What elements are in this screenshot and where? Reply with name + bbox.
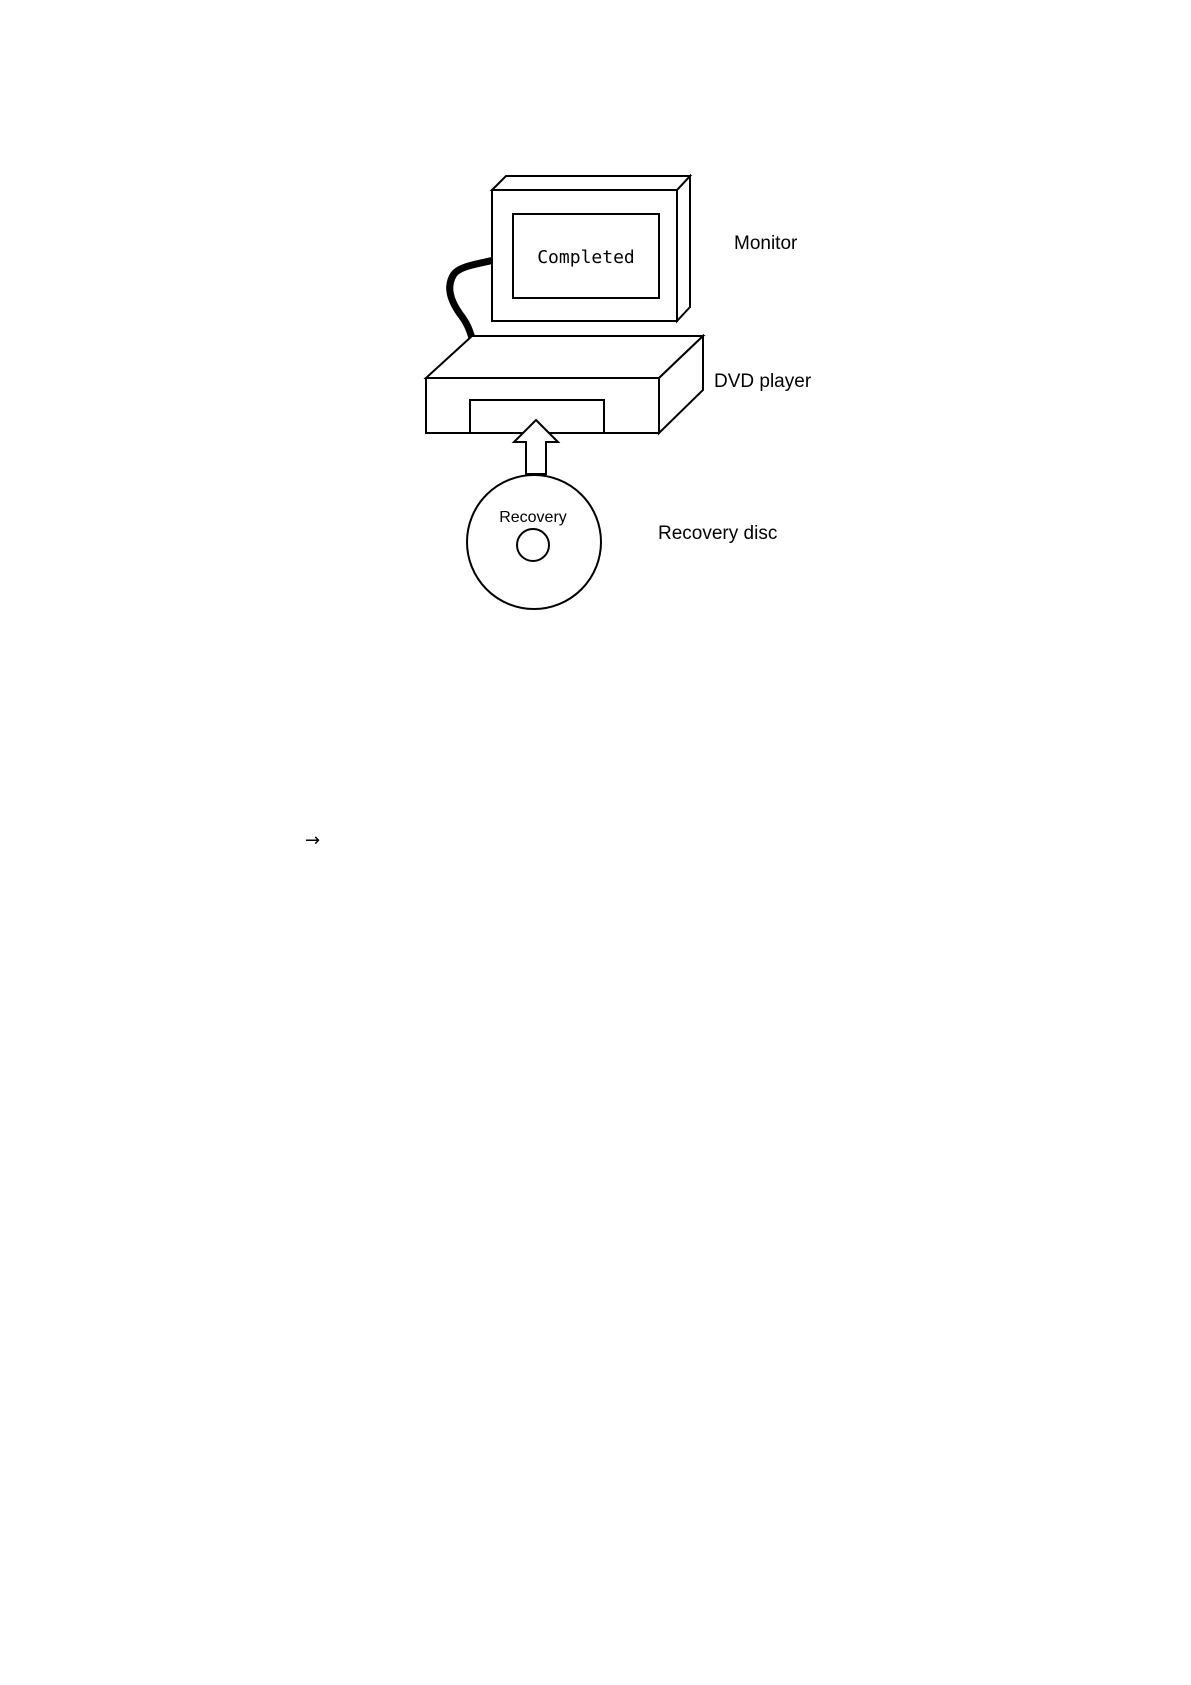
dvd-player <box>426 336 703 433</box>
disc-text: Recovery <box>499 509 567 526</box>
dvd-player-top <box>426 336 703 378</box>
recovery-disc-label: Recovery disc <box>658 523 778 544</box>
monitor-screen-text: Completed <box>537 247 635 268</box>
arrow-glyph: → <box>305 830 321 851</box>
recovery-disc <box>467 475 601 609</box>
dvd-player-label: DVD player <box>714 371 812 392</box>
disc-hole <box>517 529 549 561</box>
monitor-label: Monitor <box>734 233 798 254</box>
monitor <box>492 176 690 321</box>
monitor-top <box>492 176 690 190</box>
monitor-side <box>677 176 690 321</box>
monitor-cable <box>450 260 494 338</box>
